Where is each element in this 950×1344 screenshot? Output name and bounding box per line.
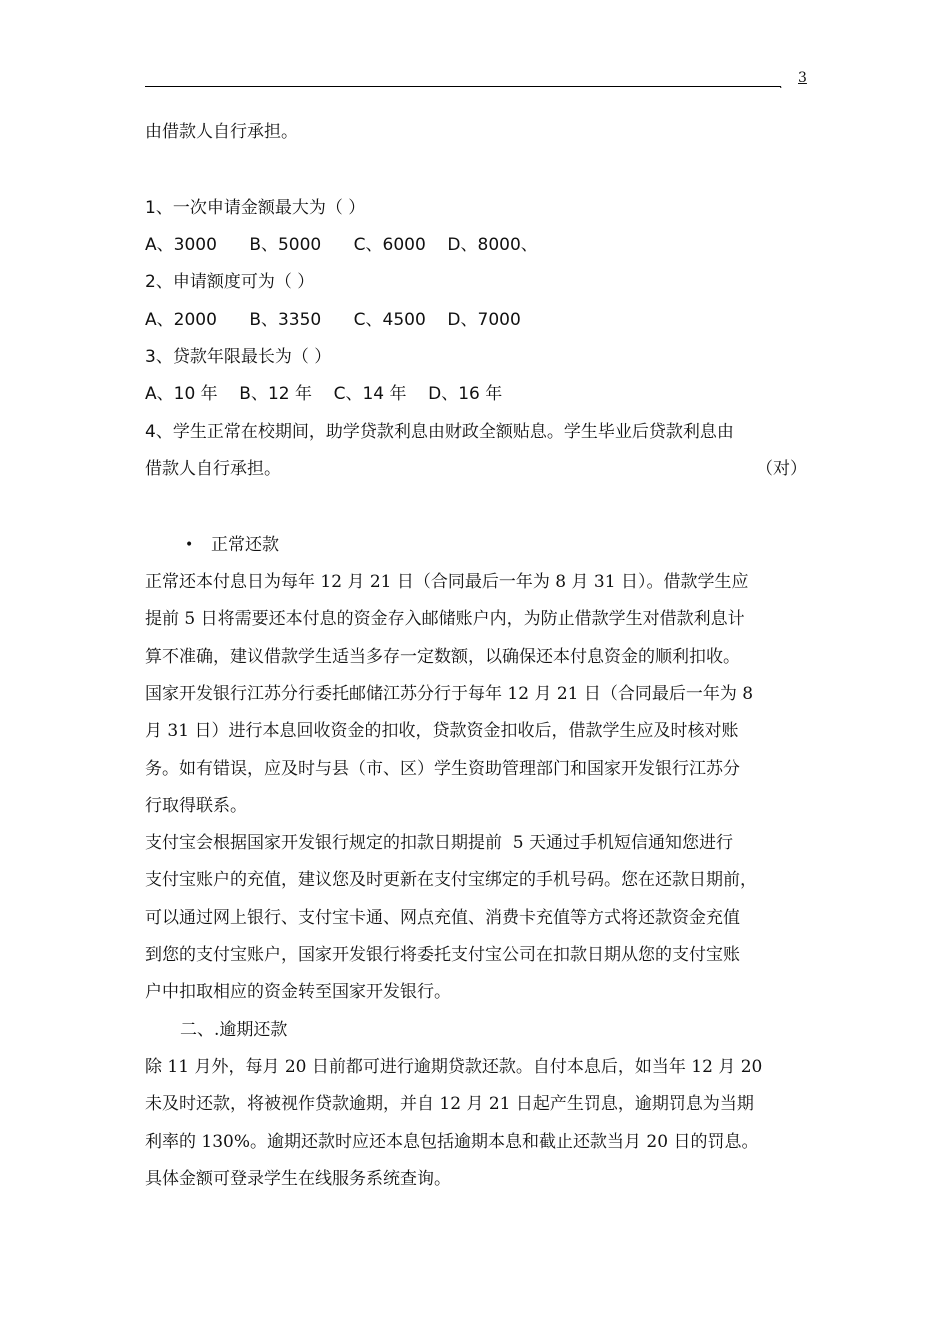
normal-line-10: 可以通过网上银行、支付宝卡通、网点充值、消费卡充值等方式将还款资金充值	[145, 908, 740, 928]
normal-line-5: 月 31 日）进行本息回收资金的扣收，贷款资金扣收后，借款学生应及时核对账	[145, 721, 739, 741]
normal-line-9: 支付宝账户的充值，建议您及时更新在支付宝绑定的手机号码。您在还款日期前，	[145, 870, 757, 890]
overdue-line-2: 未及时还款，将被视作贷款逾期，并自 12 月 21 日起产生罚息，逾期罚息为当期	[145, 1094, 754, 1114]
overdue-line-1: 除 11 月外，每月 20 日前都可进行逾期贷款还款。自付本息后，如当年 12 月 20	[145, 1057, 763, 1077]
normal-line-6: 务。如有错误，应及时与县（市、区）学生资助管理部门和国家开发银行江苏分	[145, 759, 740, 779]
intro-text: 由借款人自行承担。	[145, 122, 298, 142]
question-4-answer: （对）	[756, 459, 807, 479]
normal-repayment-heading: 正常还款	[211, 535, 279, 555]
normal-line-3: 算不准确，建议借款学生适当多存一定数额，以确保还本付息资金的顺利扣收。	[145, 647, 740, 667]
question-2-options: A、2000 B、3350 C、4500 D、7000	[145, 310, 521, 330]
question-3: 3、贷款年限最长为（ ）	[145, 347, 332, 367]
header-dot: .	[779, 78, 783, 91]
normal-line-11: 到您的支付宝账户，国家开发银行将委托支付宝公司在扣款日期从您的支付宝账	[145, 945, 740, 965]
question-1: 1、一次申请金额最大为（ ）	[145, 198, 366, 218]
overdue-line-4: 具体金额可登录学生在线服务系统查询。	[145, 1169, 451, 1189]
question-2: 2、申请额度可为（ ）	[145, 272, 315, 292]
question-1-options: A、3000 B、5000 C、6000 D、8000、	[145, 235, 538, 255]
question-3-options: A、10 年 B、12 年 C、14 年 D、16 年	[145, 384, 503, 404]
header-rule	[145, 86, 781, 87]
normal-line-4: 国家开发银行江苏分行委托邮储江苏分行于每年 12 月 21 日（合同最后一年为 8	[145, 684, 754, 704]
overdue-heading: 二、.逾期还款	[180, 1020, 288, 1040]
overdue-line-3: 利率的 130%。逾期还款时应还本息包括逾期本息和截止还款当月 20 日的罚息。	[145, 1132, 759, 1152]
question-4-line-1: 4、学生正常在校期间，助学贷款利息由财政全额贴息。学生毕业后贷款利息由	[145, 422, 734, 442]
normal-line-1: 正常还本付息日为每年 12 月 21 日（合同最后一年为 8 月 31 日）。借款学生应	[145, 572, 749, 592]
normal-line-7: 行取得联系。	[145, 796, 247, 816]
normal-line-12: 户中扣取相应的资金转至国家开发银行。	[145, 982, 451, 1002]
normal-line-2: 提前 5 日将需要还本付息的资金存入邮储账户内，为防止借款学生对借款利息计	[145, 609, 745, 629]
page-number: 3	[798, 70, 807, 86]
normal-line-8: 支付宝会根据国家开发银行规定的扣款日期提前 5 天通过手机短信通知您进行	[145, 833, 734, 853]
bullet-icon: •	[185, 537, 194, 553]
question-4-line-2: 借款人自行承担。	[145, 459, 281, 479]
